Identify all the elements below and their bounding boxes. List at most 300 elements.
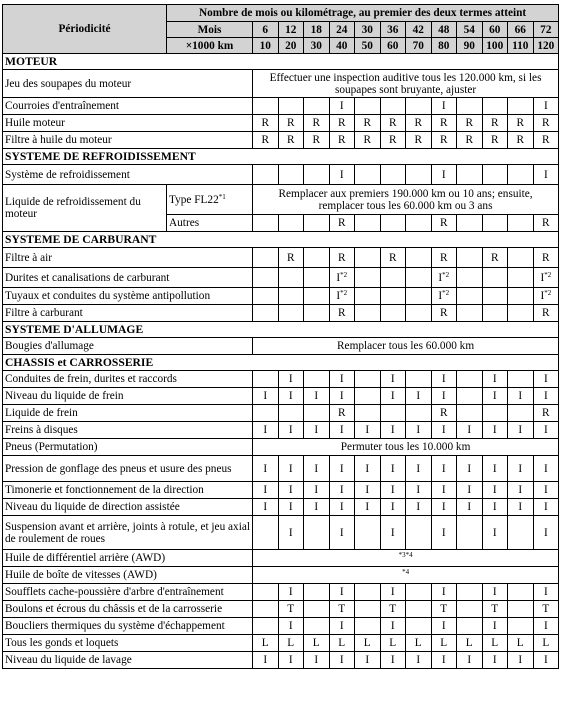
interval-cell (431, 499, 457, 516)
interval-cell (533, 268, 559, 288)
interval-cell (253, 405, 279, 422)
month-header: 6 (253, 22, 279, 38)
interval-cell (533, 618, 559, 635)
interval-cell (380, 132, 406, 149)
interval-cell (380, 584, 406, 601)
interval-value: I (441, 462, 446, 475)
sub-label: Autres (167, 215, 253, 232)
interval-cell (304, 268, 330, 288)
interval-cell (253, 388, 279, 405)
interval-value: I (543, 390, 548, 402)
interval-value: T (287, 603, 295, 615)
interval-value: R (465, 117, 474, 129)
km-header: 30 (304, 38, 330, 54)
interval-cell (278, 115, 304, 132)
footnote-ref: *1 (218, 192, 226, 201)
interval-cell (329, 456, 355, 482)
interval-cell (508, 248, 534, 268)
interval-value: I (518, 484, 523, 496)
interval-cell (355, 215, 381, 232)
interval-value: I (467, 424, 472, 436)
interval-cell (329, 115, 355, 132)
interval-cell (533, 115, 559, 132)
footnote-ref: *4 (402, 568, 410, 576)
interval-cell (508, 115, 534, 132)
interval-cell (304, 618, 330, 635)
interval-value: R (363, 134, 372, 146)
interval-value: L (414, 637, 422, 649)
month-header: 72 (533, 22, 559, 38)
interval-cell (329, 516, 355, 550)
km-header: 100 (482, 38, 508, 54)
interval-value: I (467, 654, 472, 666)
interval-cell (380, 618, 406, 635)
interval-value: I (339, 586, 344, 598)
interval-value: R (337, 134, 346, 146)
interval-cell (278, 516, 304, 550)
row-label: Filtre à huile du moteur (3, 132, 253, 149)
interval-value: R (312, 117, 321, 129)
section-title: MOTEUR (3, 54, 559, 70)
interval-value: T (491, 603, 499, 615)
interval-value: I (441, 586, 446, 598)
interval-cell (508, 584, 534, 601)
interval-cell (457, 456, 483, 482)
interval-cell (355, 584, 381, 601)
interval-cell (355, 456, 381, 482)
interval-cell (508, 305, 534, 322)
table-row (3, 550, 559, 567)
interval-value: I (492, 526, 497, 539)
row-span-text: Remplacer tous les 60.000 km (253, 338, 559, 355)
interval-cell (380, 422, 406, 439)
month-header: 42 (406, 22, 432, 38)
interval-cell (355, 288, 381, 305)
interval-cell (253, 499, 279, 516)
interval-value: I (314, 484, 319, 496)
row-span-text: Remplacer aux premiers 190.000 km ou 10 ans; ensuite, remplacer tous les 60.000 km ou 3 ans (253, 185, 559, 215)
interval-cell (533, 371, 559, 388)
interval-value: I (543, 373, 548, 385)
row-label: Bougies d'allumage (3, 338, 253, 355)
km-label: ×1000 km (167, 38, 253, 54)
interval-cell (406, 115, 432, 132)
table-row (3, 70, 559, 98)
interval-cell (431, 516, 457, 550)
interval-cell (431, 371, 457, 388)
interval-cell (253, 268, 279, 288)
interval-value: I (288, 484, 293, 496)
interval-cell (533, 499, 559, 516)
interval-value: I (543, 501, 548, 513)
row-label: Tuyaux et conduites du système antipollution (3, 288, 253, 305)
interval-cell (457, 98, 483, 115)
month-header: 12 (278, 22, 304, 38)
row-label: Niveau du liquide de direction assistée (3, 499, 253, 516)
interval-value: T (338, 603, 346, 615)
interval-cell (304, 456, 330, 482)
interval-cell (278, 388, 304, 405)
interval-cell (457, 248, 483, 268)
interval-value: I (365, 501, 370, 513)
interval-cell (380, 268, 406, 288)
interval-value: T (440, 603, 448, 615)
month-header: 18 (304, 22, 330, 38)
interval-value: T (389, 603, 397, 615)
interval-cell (457, 422, 483, 439)
table-row (3, 422, 559, 439)
interval-cell (431, 601, 457, 618)
interval-value: I (339, 501, 344, 513)
interval-value: I (390, 424, 395, 436)
interval-value: L (312, 637, 320, 649)
row-label: Pneus (Permutation) (3, 439, 253, 456)
interval-value: I (263, 654, 268, 666)
interval-cell (406, 215, 432, 232)
interval-cell (431, 98, 457, 115)
interval-cell (278, 601, 304, 618)
section-header-row (3, 149, 559, 165)
row-label: Liquide de frein (3, 405, 253, 422)
interval-value: I (390, 484, 395, 496)
row-span-text: Effectuer une inspection auditive tous les 120.000 km, si les soupapes sont bruyante, ajuster (253, 70, 559, 98)
interval-value: I (467, 462, 472, 475)
interval-value: I (492, 424, 497, 436)
interval-cell (253, 132, 279, 149)
interval-cell (304, 165, 330, 185)
interval-cell (329, 618, 355, 635)
interval-value: I (540, 290, 545, 302)
interval-value: R (312, 134, 321, 146)
interval-cell (253, 618, 279, 635)
interval-cell (457, 388, 483, 405)
interval-cell (355, 516, 381, 550)
interval-value: I (518, 424, 523, 436)
interval-cell (355, 618, 381, 635)
interval-cell (508, 132, 534, 149)
interval-cell (508, 618, 534, 635)
interval-value: I (441, 390, 446, 402)
interval-cell (304, 305, 330, 322)
interval-cell (457, 215, 483, 232)
table-row (3, 618, 559, 635)
interval-value: R (439, 307, 448, 319)
interval-value: R (337, 217, 346, 229)
month-header: 24 (329, 22, 355, 38)
interval-cell (329, 422, 355, 439)
interval-value: I (492, 390, 497, 402)
row-label: Boucliers thermiques du système d'échappement (3, 618, 253, 635)
row-label: Niveau du liquide de lavage (3, 652, 253, 669)
interval-value: I (543, 620, 548, 632)
interval-value: I (416, 501, 421, 513)
interval-cell (355, 388, 381, 405)
interval-cell (406, 405, 432, 422)
interval-value: I (390, 586, 395, 598)
interval-value: I (339, 620, 344, 632)
interval-cell (457, 405, 483, 422)
interval-value: I (518, 501, 523, 513)
interval-cell (431, 288, 457, 305)
interval-cell (304, 601, 330, 618)
interval-cell (431, 405, 457, 422)
interval-value: R (337, 307, 346, 319)
interval-cell (406, 516, 432, 550)
interval-value: I (288, 620, 293, 632)
footnote-ref: *3*4 (398, 551, 413, 559)
interval-cell (253, 115, 279, 132)
type-label: Type FL22 (169, 193, 219, 206)
section-title: CHASSIS et CARROSSERIE (3, 355, 559, 371)
interval-cell (329, 635, 355, 652)
interval-value: I (365, 424, 370, 436)
interval-cell (380, 516, 406, 550)
km-header: 80 (431, 38, 457, 54)
interval-value: I (263, 501, 268, 513)
interval-value: L (363, 637, 371, 649)
km-header: 90 (457, 38, 483, 54)
interval-value: L (465, 637, 473, 649)
interval-cell (329, 482, 355, 499)
interval-cell (278, 482, 304, 499)
interval-value: I (492, 586, 497, 598)
table-row (3, 268, 559, 288)
interval-cell (278, 165, 304, 185)
row-label: Tous les gonds et loquets (3, 635, 253, 652)
interval-cell (457, 288, 483, 305)
interval-value: R (388, 134, 397, 146)
interval-value: I (263, 462, 268, 475)
interval-value: I (339, 100, 344, 112)
interval-cell (380, 482, 406, 499)
interval-cell (406, 482, 432, 499)
interval-value: R (337, 251, 346, 264)
footnote-ref: *2 (340, 289, 348, 297)
interval-value: I (543, 168, 548, 181)
interval-cell (406, 422, 432, 439)
interval-value: I (288, 424, 293, 436)
interval-cell (431, 268, 457, 288)
interval-value: R (439, 117, 448, 129)
row-label: Durites et canalisations de carburant (3, 268, 253, 288)
interval-cell (253, 482, 279, 499)
interval-value: L (338, 637, 346, 649)
month-header: 66 (508, 22, 534, 38)
table-row (3, 288, 559, 305)
interval-value: R (439, 134, 448, 146)
interval-value: I (543, 462, 548, 475)
interval-cell (355, 635, 381, 652)
interval-cell (431, 305, 457, 322)
interval-cell (533, 305, 559, 322)
interval-value: I (441, 654, 446, 666)
interval-value: I (288, 654, 293, 666)
interval-cell (278, 215, 304, 232)
interval-value: I (492, 620, 497, 632)
interval-cell (508, 388, 534, 405)
interval-cell (253, 635, 279, 652)
interval-cell (533, 132, 559, 149)
interval-value: R (337, 407, 346, 419)
interval-cell (533, 482, 559, 499)
interval-cell (431, 388, 457, 405)
interval-cell (304, 516, 330, 550)
section-header-row (3, 54, 559, 70)
interval-cell (457, 499, 483, 516)
km-header: 10 (253, 38, 279, 54)
row-label: Filtre à air (3, 248, 253, 268)
interval-cell (253, 456, 279, 482)
table-row (3, 405, 559, 422)
interval-value: I (441, 100, 446, 112)
interval-cell (355, 601, 381, 618)
interval-cell (508, 456, 534, 482)
interval-cell (533, 248, 559, 268)
interval-value: I (263, 484, 268, 496)
interval-cell (457, 482, 483, 499)
interval-cell (329, 499, 355, 516)
interval-cell (457, 371, 483, 388)
interval-value: I (543, 100, 548, 112)
section-title: SYSTEME DE REFROIDISSEMENT (3, 149, 559, 165)
interval-cell (278, 584, 304, 601)
interval-cell (329, 584, 355, 601)
interval-cell (278, 499, 304, 516)
table-row (3, 499, 559, 516)
interval-value: R (542, 307, 550, 319)
interval-value: L (440, 637, 448, 649)
interval-cell (406, 305, 432, 322)
interval-cell (304, 652, 330, 669)
interval-value: R (542, 117, 550, 129)
interval-value: I (390, 390, 395, 402)
footnote-ref: *2 (442, 289, 450, 297)
interval-cell (482, 248, 508, 268)
interval-cell (304, 584, 330, 601)
interval-value: I (339, 390, 344, 402)
interval-value: I (339, 373, 344, 385)
row-label: Timonerie et fonctionnement de la direction (3, 482, 253, 499)
interval-cell (253, 652, 279, 669)
row-label: Conduites de frein, durites et raccords (3, 371, 253, 388)
interval-cell (304, 422, 330, 439)
footnote-ref: *2 (544, 270, 552, 279)
interval-cell (431, 652, 457, 669)
interval-cell (457, 115, 483, 132)
row-label: Système de refroidissement (3, 165, 253, 185)
interval-cell (457, 165, 483, 185)
interval-value: I (288, 586, 293, 598)
interval-cell (304, 405, 330, 422)
km-header: 40 (329, 38, 355, 54)
interval-cell (278, 98, 304, 115)
periodicite-header: Périodicité (3, 5, 167, 54)
interval-cell (355, 98, 381, 115)
interval-cell (329, 132, 355, 149)
interval-cell (329, 268, 355, 288)
interval-cell (457, 516, 483, 550)
interval-cell (533, 405, 559, 422)
interval-cell (457, 618, 483, 635)
interval-value: R (516, 134, 525, 146)
interval-cell (380, 115, 406, 132)
interval-value: I (336, 290, 341, 302)
row-label: Boulons et écrous du châssis et de la carrosserie (3, 601, 253, 618)
interval-value: L (261, 637, 269, 649)
interval-value: I (416, 484, 421, 496)
interval-cell (329, 98, 355, 115)
row-label: Huile moteur (3, 115, 253, 132)
interval-value: R (439, 251, 448, 264)
sub-label (167, 185, 253, 215)
interval-value: R (286, 117, 295, 129)
interval-cell (533, 584, 559, 601)
interval-value: I (441, 424, 446, 436)
interval-cell (482, 115, 508, 132)
table-row (3, 482, 559, 499)
interval-value: R (414, 134, 423, 146)
interval-cell (482, 584, 508, 601)
section-title: SYSTEME D'ALLUMAGE (3, 322, 559, 338)
interval-cell (278, 618, 304, 635)
interval-cell (533, 288, 559, 305)
table-row (3, 132, 559, 149)
interval-cell (304, 371, 330, 388)
row-label: Freins à disques (3, 422, 253, 439)
row-label: Courroies d'entraînement (3, 98, 253, 115)
interval-cell (304, 215, 330, 232)
interval-cell (355, 499, 381, 516)
interval-cell (508, 98, 534, 115)
interval-cell (253, 601, 279, 618)
interval-value: L (542, 637, 550, 649)
row-label: Suspension avant et arrière, joints à rotule, et jeu axial de roulement de roues (3, 516, 253, 550)
interval-value: R (542, 251, 550, 264)
interval-value: I (390, 654, 395, 666)
interval-value: I (492, 462, 497, 475)
interval-cell (278, 248, 304, 268)
interval-cell (380, 652, 406, 669)
interval-value: I (492, 373, 497, 385)
interval-cell (355, 132, 381, 149)
interval-cell (380, 288, 406, 305)
interval-cell (278, 652, 304, 669)
interval-value: R (490, 134, 499, 146)
row-label: Huile de différentiel arrière (AWD) (3, 550, 253, 567)
interval-value: L (516, 637, 524, 649)
interval-cell (380, 635, 406, 652)
interval-value: R (261, 117, 270, 129)
interval-value: R (542, 407, 550, 419)
interval-cell (253, 371, 279, 388)
table-row (3, 516, 559, 550)
interval-cell (406, 456, 432, 482)
interval-value: I (314, 462, 319, 475)
interval-cell (508, 499, 534, 516)
interval-value: I (288, 501, 293, 513)
interval-cell (253, 305, 279, 322)
interval-cell (508, 371, 534, 388)
table-row (3, 635, 559, 652)
interval-value: I (288, 526, 293, 539)
interval-value: I (336, 271, 341, 284)
interval-value: I (339, 462, 344, 475)
interval-cell (304, 635, 330, 652)
interval-value: I (441, 526, 446, 539)
interval-value: L (389, 637, 397, 649)
interval-value: I (263, 424, 268, 436)
interval-value: I (492, 654, 497, 666)
